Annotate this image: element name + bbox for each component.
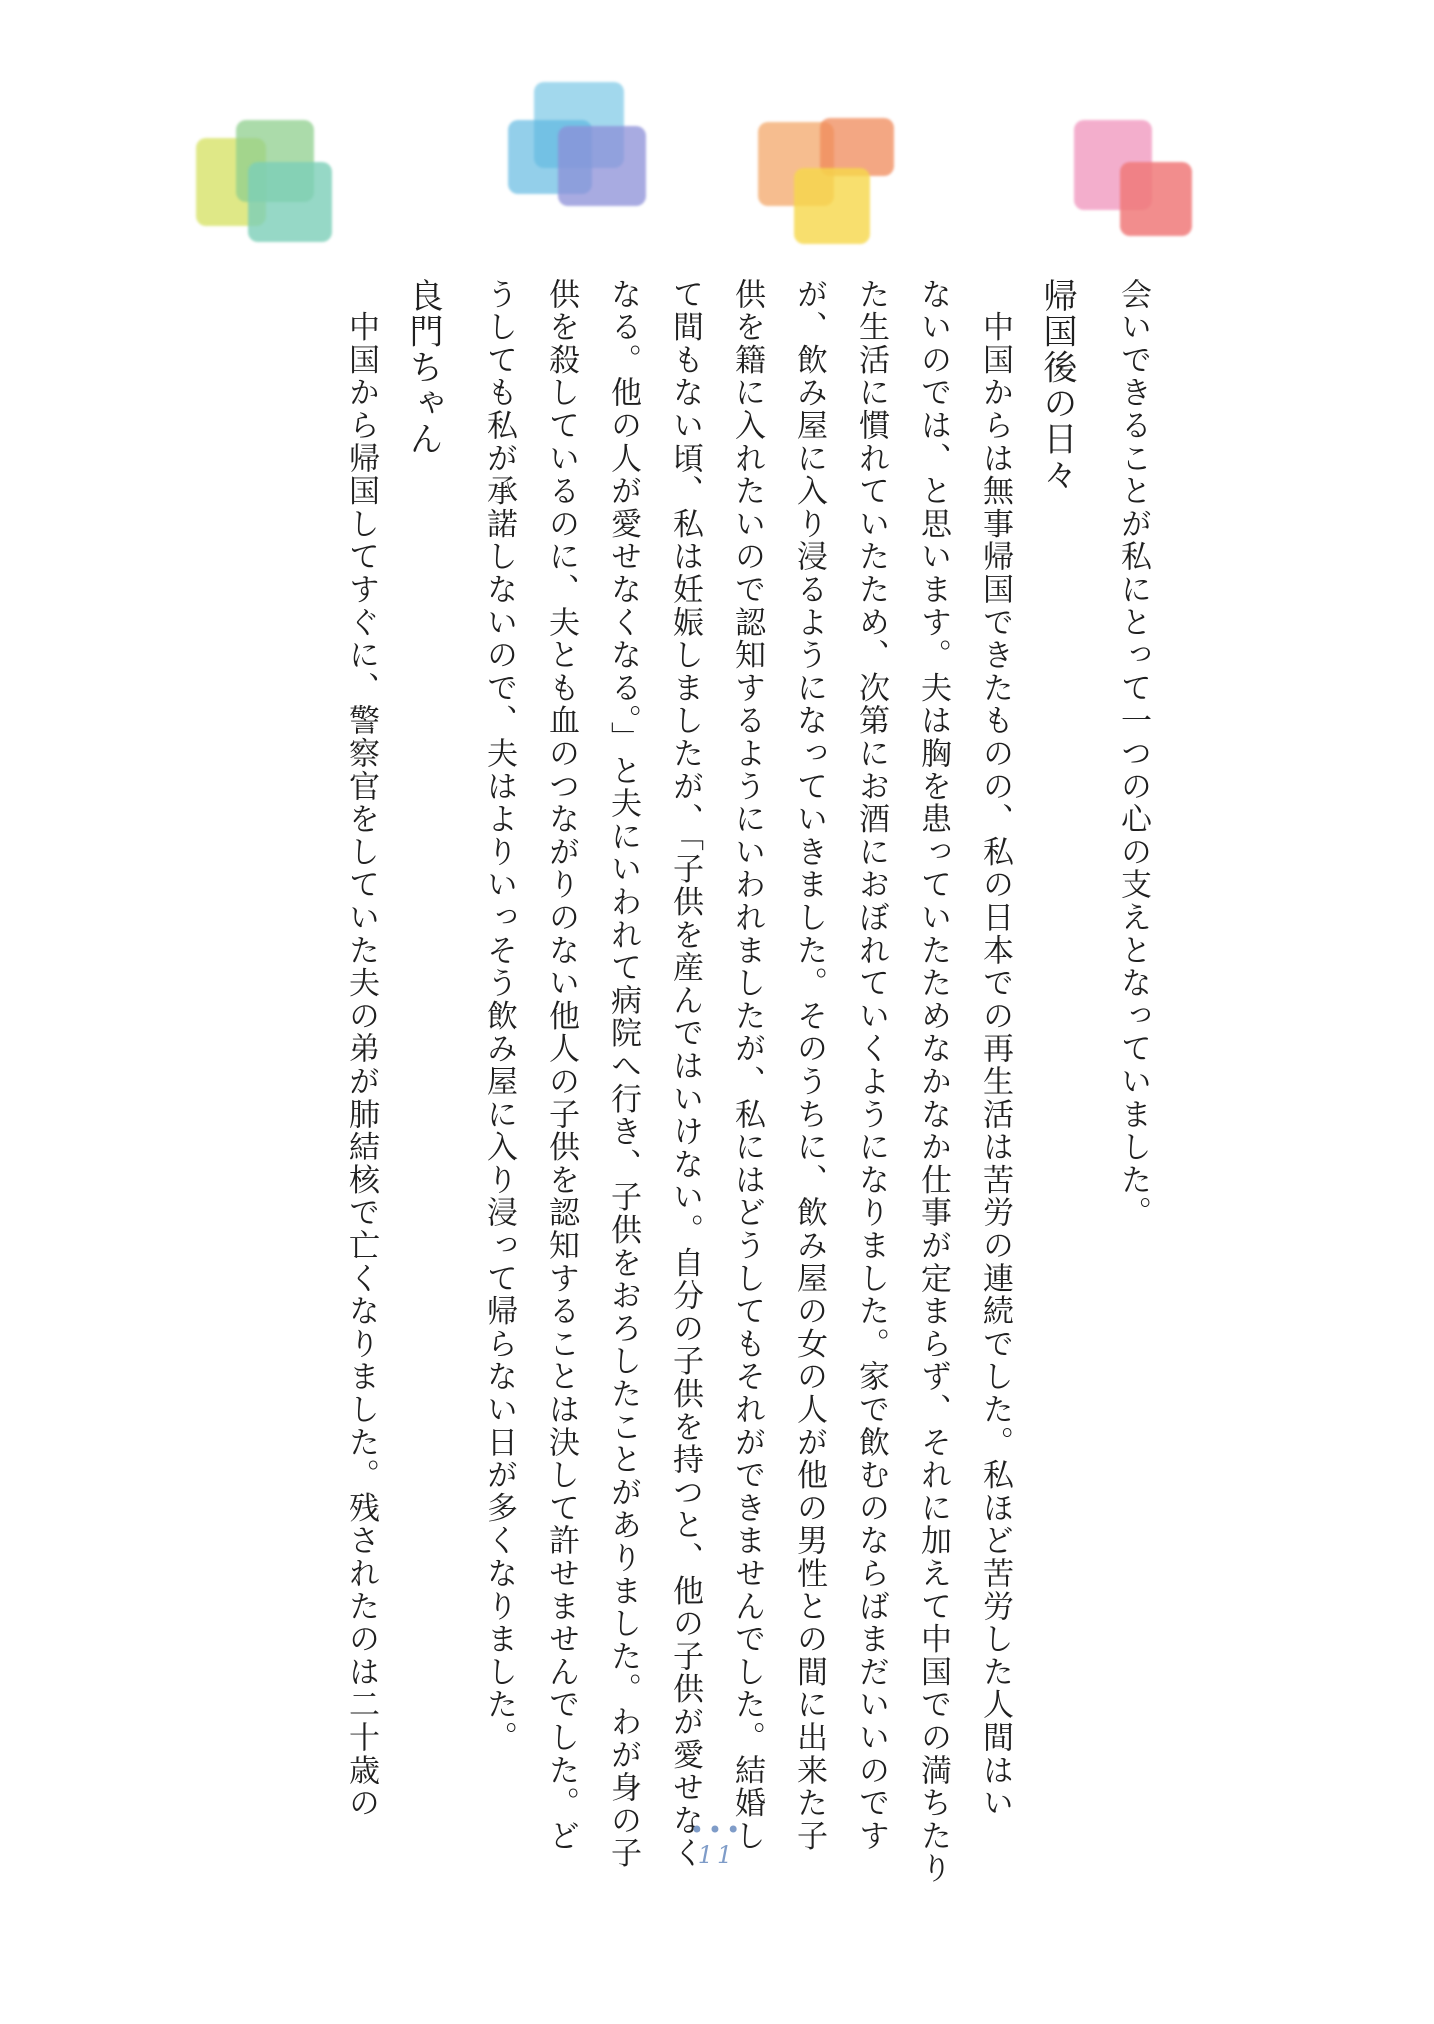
body-line: た生活に慣れていたため、次第にお酒におぼれていくようになりました。家で飲むのならばまだいいのです: [853, 278, 889, 1853]
body-line: なる。他の人が愛せなくなる。」と夫にいわれて病院へ行き、子供をおろしたことがありました。わが身の子: [605, 278, 641, 1870]
body-line: ないのでは、と思います。夫は胸を患っていたためなかなか仕事が定まらず、それに加えて中国での満ちたり: [915, 278, 951, 1886]
yellow-square: [794, 168, 870, 244]
paragraph-spacer: [1088, 278, 1102, 1798]
body-line: 供を籍に入れたいので認知するようにいわれましたが、私にはどうしてもそれができませんでした。結婚し: [729, 278, 765, 1853]
page-number-dots: •••: [689, 1816, 745, 1844]
watercolor-deco-orange: [758, 118, 898, 258]
body-line: 会いできることが私にとって一つの心の支えとなっていました。: [1115, 278, 1151, 1230]
section-heading: 良門ちゃん: [403, 278, 443, 457]
body-line: が、飲み屋に入り浸るようになっていきました。そのうちに、飲み屋の女の人が他の男性との間に出来た子: [791, 278, 827, 1853]
section-heading: 帰国後の日々: [1037, 278, 1077, 493]
page-footer: [0, 1818, 1434, 1868]
page-number: 11: [697, 1841, 737, 1869]
body-line: 供を殺しているのに、夫とも血のつながりのない他人の子供を認知することは決して許せませんでした。ど: [543, 278, 579, 1853]
body-line: うしても私が承諾しないので、夫はよりいっそう飲み屋に入り浸って帰らない日が多くなりました。: [481, 278, 517, 1754]
teal-square: [248, 162, 332, 242]
watercolor-deco-pink: [1074, 120, 1214, 260]
body-line: 中国からは無事帰国できたものの、私の日本での再生活は苦労の連続でした。私ほど苦労した人間はい: [977, 278, 1013, 1820]
watercolor-deco-blue: [508, 82, 648, 222]
paragraph-spacer: [454, 278, 468, 1798]
watercolor-deco-green: [196, 120, 336, 260]
body-line: 中国から帰国してすぐに、警察官をしていた夫の弟が肺結核で亡くなりました。残されたのは二十歳の: [343, 278, 379, 1820]
body-line: て間もない頃、私は妊娠しましたが、「子供を産んではいけない。自分の子供を持つと、他の子供が愛せなく: [667, 278, 703, 1870]
red-square: [1120, 162, 1192, 236]
purple-square: [558, 126, 646, 206]
